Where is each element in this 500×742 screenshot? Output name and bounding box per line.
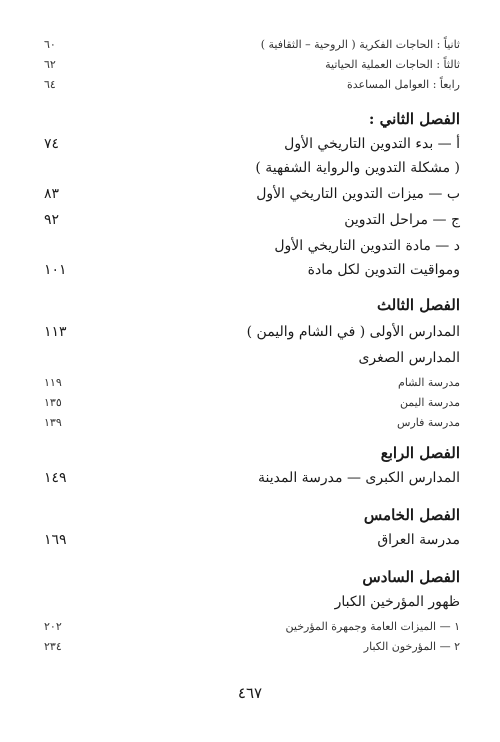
entry-title: مدرسة فارس [397,416,460,429]
entry-page-number: ٢٣٤ [44,640,62,653]
entry-page-number: ٩٢ [44,212,60,228]
entry-page-number: ١٣٥ [44,396,62,409]
entry-page-number: ٦٠ [44,38,56,51]
entry-page-number: ١٠١ [44,262,67,278]
chapter-heading-row [0,568,500,590]
toc-entry-row [0,238,500,260]
entry-page-number: ٢٠٢ [44,620,62,633]
toc-entry-row [0,350,500,372]
toc-entry-row [0,262,500,284]
entry-title: ثالثاً : الحاجات العملية الحياتية [325,58,460,71]
toc-entry-row [0,78,500,100]
chapter-heading: الفصل الثاني : [368,110,460,128]
entry-page-number: ٨٣ [44,186,60,202]
chapter-heading: الفصل الثالث [376,296,460,314]
entry-title: ٢ — المؤرخون الكبار [363,640,460,653]
entry-page-number: ١٦٩ [44,532,67,548]
entry-title: ثانياً : الحاجات الفكرية ( الروحية – الثقافية ) [260,38,460,51]
entry-title: ١ — الميزات العامة وجمهرة المؤرخين [285,620,460,633]
entry-page-number: ١٣٩ [44,416,62,429]
chapter-heading-row [0,296,500,318]
toc-entry-row [0,160,500,182]
entry-title: رابعاً : العوامل المساعدة [347,78,460,91]
entry-title: المدارس الصغرى [358,350,460,366]
toc-entry-row [0,186,500,208]
entry-title: ومواقيت التدوين لكل مادة [307,262,460,278]
entry-title: المدارس الأولى ( في الشام واليمن ) [246,324,460,340]
toc-entry-row [0,212,500,234]
toc-entry-row [0,324,500,346]
entry-title: ب — ميزات التدوين التاريخي الأول [256,186,460,202]
toc-entry-row [0,58,500,80]
entry-page-number: ٦٢ [44,58,56,71]
toc-entry-row [0,396,500,418]
entry-title: أ — بدء التدوين التاريخي الأول [284,136,460,152]
chapter-heading-row [0,110,500,132]
toc-entry-row [0,620,500,642]
toc-entry-row [0,376,500,398]
chapter-heading-row [0,444,500,466]
entry-title: مدرسة اليمن [399,396,460,409]
toc-entry-row [0,38,500,60]
entry-title: ( مشكلة التدوين والرواية الشفهية ) [255,160,460,176]
chapter-heading: الفصل الرابع [380,444,460,462]
entry-page-number: ١٤٩ [44,470,67,486]
entry-title: ظهور المؤرخين الكبار [334,594,460,610]
chapter-heading: الفصل الخامس [363,506,460,524]
toc-entry-row [0,470,500,492]
chapter-heading: الفصل السادس [362,568,460,586]
chapter-heading-row [0,506,500,528]
toc-entry-row [0,594,500,616]
entry-page-number: ٦٤ [44,78,56,91]
entry-page-number: ١١٩ [44,376,62,389]
entry-title: المدارس الكبرى — مدرسة المدينة [257,470,460,486]
toc-entry-row [0,136,500,158]
toc-entry-row [0,640,500,662]
toc-entry-row [0,532,500,554]
entry-title: ج — مراحل التدوين [344,212,460,228]
entry-title: مدرسة الشام [398,376,460,389]
entry-title: د — مادة التدوين التاريخي الأول [274,238,460,254]
page-number: ٤٦٧ [237,684,263,702]
entry-page-number: ١١٣ [44,324,67,340]
entry-title: مدرسة العراق [377,532,460,548]
entry-page-number: ٧٤ [44,136,60,152]
toc-entry-row [0,416,500,438]
